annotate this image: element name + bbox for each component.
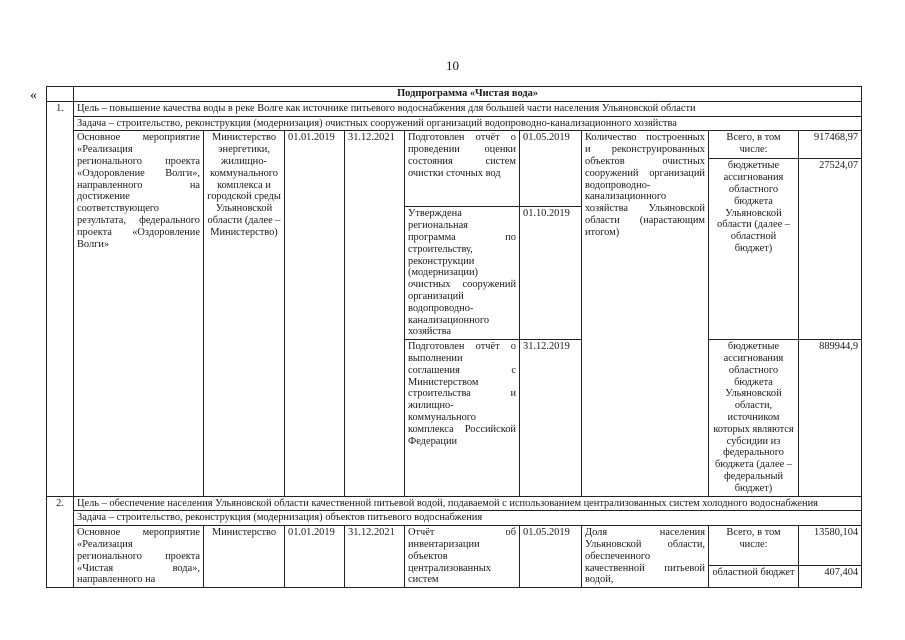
task-text: Задача – строительство, реконструкция (модернизация) объектов питьевого водоснабжения: [74, 511, 862, 526]
finance-source: областной бюджет: [709, 565, 799, 587]
finance-amount: 407,404: [799, 565, 862, 587]
finance-source: Всего, в том числе:: [709, 526, 799, 566]
checkpoint-date: 01.10.2019: [520, 207, 582, 340]
executor-cell: Министерство: [204, 526, 285, 588]
finance-amount: 917468,97: [799, 131, 862, 159]
subprogram-table: [46, 86, 862, 588]
goal-text: Цель – обеспечение населения Ульяновской области качественной питьевой водой, подаваемой с использованием централизованных систем холодного водоснабжения: [74, 496, 862, 511]
end-date: 31.12.2021: [345, 131, 405, 496]
activity-cell: Основное мероприятие «Реализация регионального проекта «Чистая вода», направленного на: [74, 526, 204, 588]
goal-number: 2.: [47, 496, 74, 588]
finance-amount: 27524,07: [799, 159, 862, 340]
checkpoint-text: Подготовлен отчёт о выполнении соглашения с Министерством строительства и жилищно-коммунального комплекса Российской Федерации: [405, 340, 520, 496]
opening-quote: «: [30, 88, 37, 103]
task-text: Задача – строительство, реконструкция (модернизация) очистных сооружений организаций водопроводно-канализационного хозяйства: [74, 116, 862, 131]
activity-cell: Основное мероприятие «Реализация регионального проекта «Оздоровление Волги», направленного на достижение соответствующего результата, федерального проекта «Оздоровление Волги»: [74, 131, 204, 496]
start-date: 01.01.2019: [285, 526, 345, 588]
finance-amount: 13580,104: [799, 526, 862, 566]
checkpoint-text: Отчёт об инвентаризации объектов централизованных систем: [405, 526, 520, 588]
subprogram-title: Подпрограмма «Чистая вода»: [74, 87, 862, 102]
activity-row: [47, 131, 862, 159]
checkpoint-date: 01.05.2019: [520, 526, 582, 588]
finance-amount: 889944,9: [799, 340, 862, 496]
task-row: [47, 116, 862, 131]
end-date: 31.12.2021: [345, 526, 405, 588]
page-number: 10: [446, 58, 459, 73]
goal-number: 1.: [47, 101, 74, 496]
checkpoint-date: 01.05.2019: [520, 131, 582, 207]
finance-source: бюджетные ассигнования областного бюджета Ульяновской области (далее – областной бюджет): [709, 159, 799, 340]
goal-row: [47, 496, 862, 511]
start-date: 01.01.2019: [285, 131, 345, 496]
subprogram-title-row: [47, 87, 862, 102]
finance-source: Всего, в том числе:: [709, 131, 799, 159]
finance-source: бюджетные ассигнования областного бюджета Ульяновской области, источником которых являются субсидии из федерального бюджета (далее – федеральный бюджет): [709, 340, 799, 496]
checkpoint-text: Подготовлен отчёт о проведении оценки состояния систем очистки сточных вод: [405, 131, 520, 207]
checkpoint-date: 31.12.2019: [520, 340, 582, 496]
goal-text: Цель – повышение качества воды в реке Волге как источнике питьевого водоснабжения для большей части населения Ульяновской области: [74, 101, 862, 116]
goal-row: [47, 101, 862, 116]
indicator-cell: Количество построенных и реконструированных объектов очистных сооружений организаций водопроводно-канализационного хозяйства Ульяновской области (нарастающим итогом): [582, 131, 709, 496]
task-row: [47, 511, 862, 526]
checkpoint-text: Утверждена региональная программа по строительству, реконструкции (модернизации) очистных сооружений организаций водопроводно-канализационного хозяйства: [405, 207, 520, 340]
indicator-cell: Доля населения Ульяновской области, обеспеченного качественной питьевой водой,: [582, 526, 709, 588]
activity-row: [47, 526, 862, 566]
executor-cell: Министерство энергетики, жилищно-коммунального комплекса и городской среды Ульяновской области (далее – Министерство): [204, 131, 285, 496]
